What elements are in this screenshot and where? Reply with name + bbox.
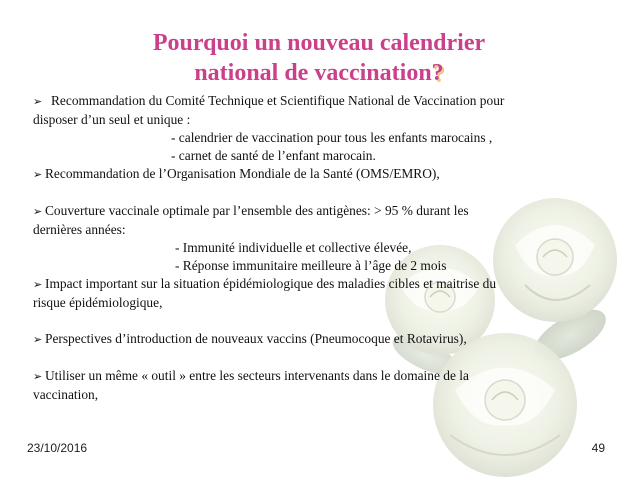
title-line-2-text: national de vaccination (194, 60, 432, 86)
arrow-bullet-icon: ➢ (33, 333, 43, 346)
bullet-1-continuation: disposer d’un seul et unique : (33, 112, 191, 127)
bullet-4 (33, 275, 608, 294)
bullet-6-text: Utiliser un même « outil » entre les secteurs intervenants dans le domaine de la (45, 368, 469, 383)
bullet-3-sub-2: - Réponse immunitaire meilleure à l’âge de 2 mois (175, 258, 447, 273)
title-question-mark: ? (431, 60, 444, 86)
arrow-bullet-icon: ➢ (33, 278, 43, 291)
arrow-bullet-icon: ➢ (33, 205, 43, 218)
bullet-1-text: Recommandation du Comité Technique et Scientifique National de Vaccination pour (51, 93, 505, 108)
bullet-4-text: Impact important sur la situation épidémiologique des maladies cibles et maitrise du (45, 276, 497, 291)
bullet-5 (33, 330, 608, 349)
bullet-2-text: Recommandation de l’Organisation Mondiale de la Santé (OMS/EMRO), (45, 166, 440, 181)
bullet-1 (33, 92, 608, 111)
bullet-3-text: Couverture vaccinale optimale par l’ensemble des antigènes: > 95 % durant les (45, 203, 469, 218)
slide-title (0, 28, 638, 88)
arrow-bullet-icon: ➢ (33, 95, 43, 108)
bullet-1-sub-1: - calendrier de vaccination pour tous les enfants marocains , (171, 130, 493, 145)
footer-date: 23/10/2016 (27, 441, 88, 455)
bullet-4-continuation: risque épidémiologique, (33, 295, 163, 310)
bullet-6-continuation: vaccination, (33, 387, 99, 402)
title-line-2 (0, 58, 638, 88)
bullet-6 (33, 367, 608, 386)
arrow-bullet-icon: ➢ (33, 168, 43, 181)
bullet-list (33, 92, 608, 404)
arrow-bullet-icon: ➢ (33, 370, 43, 383)
bullet-5-text: Perspectives d’introduction de nouveaux vaccins (Pneumocoque et Rotavirus), (45, 331, 467, 346)
bullet-2 (33, 165, 608, 184)
bullet-3-sub-1: - Immunité individuelle et collective élevée, (175, 240, 412, 255)
bullet-3-continuation: dernières années: (33, 222, 126, 237)
bullet-1-sub-2: - carnet de santé de l’enfant marocain. (171, 148, 376, 163)
footer-page-number: 49 (591, 441, 605, 455)
bullet-3 (33, 202, 608, 221)
title-line-1: Pourquoi un nouveau calendrier (152, 30, 486, 56)
